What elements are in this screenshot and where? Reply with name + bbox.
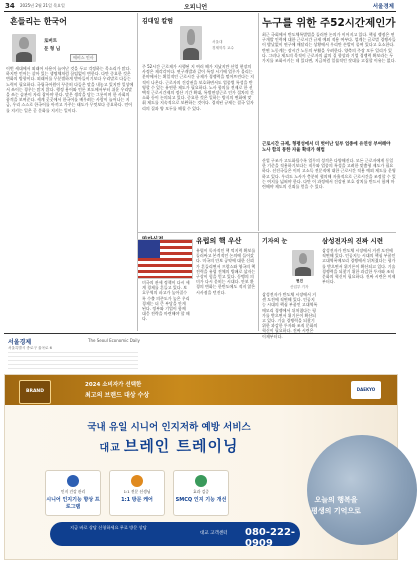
page-number: 34 <box>5 2 15 10</box>
column-divider <box>137 13 138 331</box>
ad-feature-2-title: 1:1 전문 선생님 <box>123 489 151 494</box>
ad-phone-number[interactable]: 080-222-0909 <box>245 527 296 549</box>
footer-label: The Seoul Economic Daily <box>88 338 140 343</box>
ad-phone-bar[interactable] <box>50 522 300 549</box>
column-bottom-left-body: 미국의 관세 정책이 다시 세계 경제를 흔들고 있다. 보호무역의 파고가 높아질수록 수출 의존도가 높은 우리 경제는 더 큰 부담을 안게 된다. 정부와 기업이 함께 대응 전략을 마련해야 할 때다. <box>142 280 190 322</box>
ad-top-line-1: 2024 소비자가 선택한 <box>85 382 142 388</box>
ad-feature-3 <box>173 470 229 516</box>
author-role-mid: 경제학부 교수 <box>212 46 234 50</box>
headline-right-body-2: 산업 구조가 고도화될수록 업무의 성격은 다양해진다. 모든 근로자에게 동일한 기준을 적용하기보다는 직무와 업종의 특성을 고려한 맞춤형 제도가 필요하다. 선진국들은 이미 고소득 전문직에 대한 근로시간 적용 예외 제도를 운영하고 있다. 우리도 노사가 충분히 협의해 자율적으로 근로시간을 조정할 수 있는 여지를 넓혀야 한다. 다만 이 과정에서 건강권 보호 장치를 반드시 함께 마련해야 제도의 신뢰를 얻을 수 있다. <box>262 158 396 190</box>
section-title: 오피니언 <box>184 4 208 11</box>
ad-feature-3-title: 효과 검증 <box>193 489 209 494</box>
reporter-photo <box>292 250 314 276</box>
ad-feature-3-text: SMCQ 인지 기능 개선 <box>175 497 227 503</box>
column-mid-body: 주 52시간 근로제가 시행된 지 여러 해가 지났지만 산업 현장의 사정은 제각각이다. 연구개발과 같이 특정 시기에 업무가 몰리는 분야에서는 획일적인 근로시간 규제가 경쟁력을 떨어뜨린다는 지적이 나온다. 근로자의 건강권을 보호하면서도 업종별 특성을 반영할 수 있는 유연한 제도가 필요하다. 노사 합의를 전제로 한 선택적 근로시간제의 정산 기간 확대, 특별연장근로 인가 절차의 간소화 등이 논의되고 있다. 중요한 것은 일하는 방식의 변화에 맞춰 제도를 지속적으로 보완하는 것이다. 경직된 규제는 결국 일자리의 질과 양 모두를 해칠 수 있다. <box>142 64 254 111</box>
ad-tagline: 국내 유일 시니어 인지저하 예방 서비스 <box>87 422 251 433</box>
column-bottom-mid-title: 유럽의 핵 우산 <box>196 237 242 245</box>
section-divider <box>137 232 396 233</box>
ad-circle-line-1: 오늘의 행복을 <box>314 496 358 504</box>
author-photo-left <box>12 34 36 62</box>
flag-image <box>137 239 193 279</box>
footer-rule <box>4 333 396 334</box>
ad-product-name <box>59 435 279 456</box>
header-rule <box>4 11 396 12</box>
column-bottom-mid-body: 유럽이 독자적인 핵 억지력 확보를 둘러싸고 본격적인 논의에 들어갔다. 미국의 안보 공약에 대한 신뢰가 흔들리면서 프랑스와 영국의 핵전력을 유럽 전체의 방패로 삼자는 구상이 힘을 얻고 있다. 동맹의 의미가 다시 묻히는 시대다. 안보 환경의 변화는 한반도에도 적지 않은 시사점을 던진다. <box>196 248 256 295</box>
ad-phone-center: 대교 고객센터 <box>200 531 228 536</box>
footer-fineprint <box>8 352 138 370</box>
reporter-role: 산업부 기자 <box>290 285 309 289</box>
column-bottom-right-body: 삼성전자가 반도체 시장에서 거센 도전에 직면해 있다. 인공지능 시대의 핵심 부품인 고대역폭메모리 경쟁에서 뒤처졌다는 평가를 받으면서 위기론이 확산되고 있다. 기술 경쟁력을 되찾기 위한 과감한 투자와 조직 문화의 혁신이 필요하다. 진짜 시련은 이제부터다. <box>322 248 396 285</box>
author-name-mid: 서울대 <box>212 40 223 44</box>
ad-phone-label: 지금 바로 상담 신청하세요 무료 방문 상담 <box>70 525 147 530</box>
ad-feature-2 <box>109 470 165 516</box>
ad-product-prefix: 대교 <box>99 443 121 454</box>
teacher-icon <box>131 475 143 487</box>
column-bottom-right-body-cont: 삼성전자가 반도체 시장에서 거센 도전에 직면해 있다. 인공지능 시대의 핵심 부품인 고대역폭메모리 경쟁에서 뒤처졌다는 평가를 받으면서 위기론이 확산되고 있다. 기술 경쟁력을 되찾기 위한 과감한 투자와 조직 문화의 혁신이 필요하다. 진짜 시련은 이제부터다. <box>262 292 318 339</box>
ad-top-line-2: 최고의 브랜드 대상 수상 <box>85 392 150 399</box>
author-photo-mid <box>180 26 202 60</box>
ad-top-banner <box>5 375 397 405</box>
ad-feature-1-text: 시니어 인지기능 향상 프로그램 <box>46 497 100 510</box>
author-name-left: 로버트 <box>44 39 58 44</box>
issue-date: 2025년 2월 21일 목요일 <box>20 3 65 8</box>
ad-brand-badge: BRAND <box>19 380 51 404</box>
column-left-title: 흔들리는 한국어 <box>10 17 67 26</box>
column-left-body: 이번 세대에서 외래어 사용이 늘어난 것을 두고 걱정하는 목소리가 많다. 하지만 언어는 살아 있는 생명체처럼 끊임없이 변한다. 다만 중요한 것은 변화의 방향이다. 외래어를 무분별하게 받아들이기보다 우리말로 다듬는 노력이 필요하다. 국립국어원이 꾸준히 다듬은 말을 내놓고 있지만 일상에서 쓰이는 경우는 많지 않다. 행정 용어와 언론 보도에서부터 쉬운 우리말을 쓰는 습관이 자리 잡아야 한다. 말은 생각을 담는 그릇이며 한 사회의 품격을 보여준다. 세계 곳곳에서 한국어를 배우려는 사람이 늘어나는 지금, 우리 스스로 한국어를 아끼고 가꾸는 태도가 무엇보다 중요하다. 언어를 지키는 일은 곧 문화를 지키는 일이다. <box>6 66 134 113</box>
ad-circle-line-2: 평생의 기억으로 <box>311 507 361 515</box>
author-name-left-2: 문 형 님 <box>44 47 61 52</box>
footer-address: 서울특별시 종로구 율곡로 6 <box>8 346 52 350</box>
column-divider <box>258 233 259 331</box>
reporter-name: 현진 <box>296 279 303 283</box>
ad-product-title: 브레인 트레이닝 <box>123 437 239 455</box>
column-left-label: 에비스 인사 <box>70 54 97 62</box>
brain-icon <box>67 475 79 487</box>
ad-feature-1 <box>45 470 101 516</box>
check-icon <box>195 475 207 487</box>
paper-logo: 서울경제 <box>372 4 394 10</box>
column-divider <box>258 13 259 231</box>
ad-logo: DAEKYO <box>351 381 381 399</box>
headline-right-body: 최근 국회에서 반도체특별법을 둘러싼 논의가 이어지고 있다. 핵심 쟁점은 연구개발 인력에 대한 근로시간 규제 예외 적용 여부다. 업계는 글로벌 경쟁사들이 밤낮없이 연구에 매달리는 상황에서 우리만 손발이 묶여 있다고 호소한다. 반면 노동계는 장시간 노동의 부활을 우려한다. 양측의 주장 모두 일리가 있다. 그러나 제도의 목적이 근로자의 삶의 질 향상과 기업 경쟁력 확보라는 두 가지를 조화시키는 데 있다면, 지금처럼 일률적인 잣대를 고집할 이유는 없다. <box>262 32 396 64</box>
column-bottom-right-label: 기자의 눈 <box>262 238 288 245</box>
headline-right-subhead: 근로시간 규제, 형평성에서 더 벗어난 일부 업종에 유연성 부여해야 노사 합의 통한 자율 확대가 해법 <box>262 142 391 153</box>
ad-feature-1-title: 인지 건강 관리 <box>60 489 86 494</box>
headline-right: 누구를 위한 주52시간제인가 <box>262 17 396 29</box>
column-bottom-right-title: 삼성전자의 진짜 시련 <box>322 237 384 245</box>
column-mid-label: 김대일 칼럼 <box>142 18 174 25</box>
advertisement[interactable] <box>4 374 398 560</box>
ad-photo-circle <box>307 435 417 545</box>
footer-paper-name: 서울경제 <box>8 339 32 346</box>
ad-feature-2-text: 1:1 방문 케어 <box>121 497 153 503</box>
